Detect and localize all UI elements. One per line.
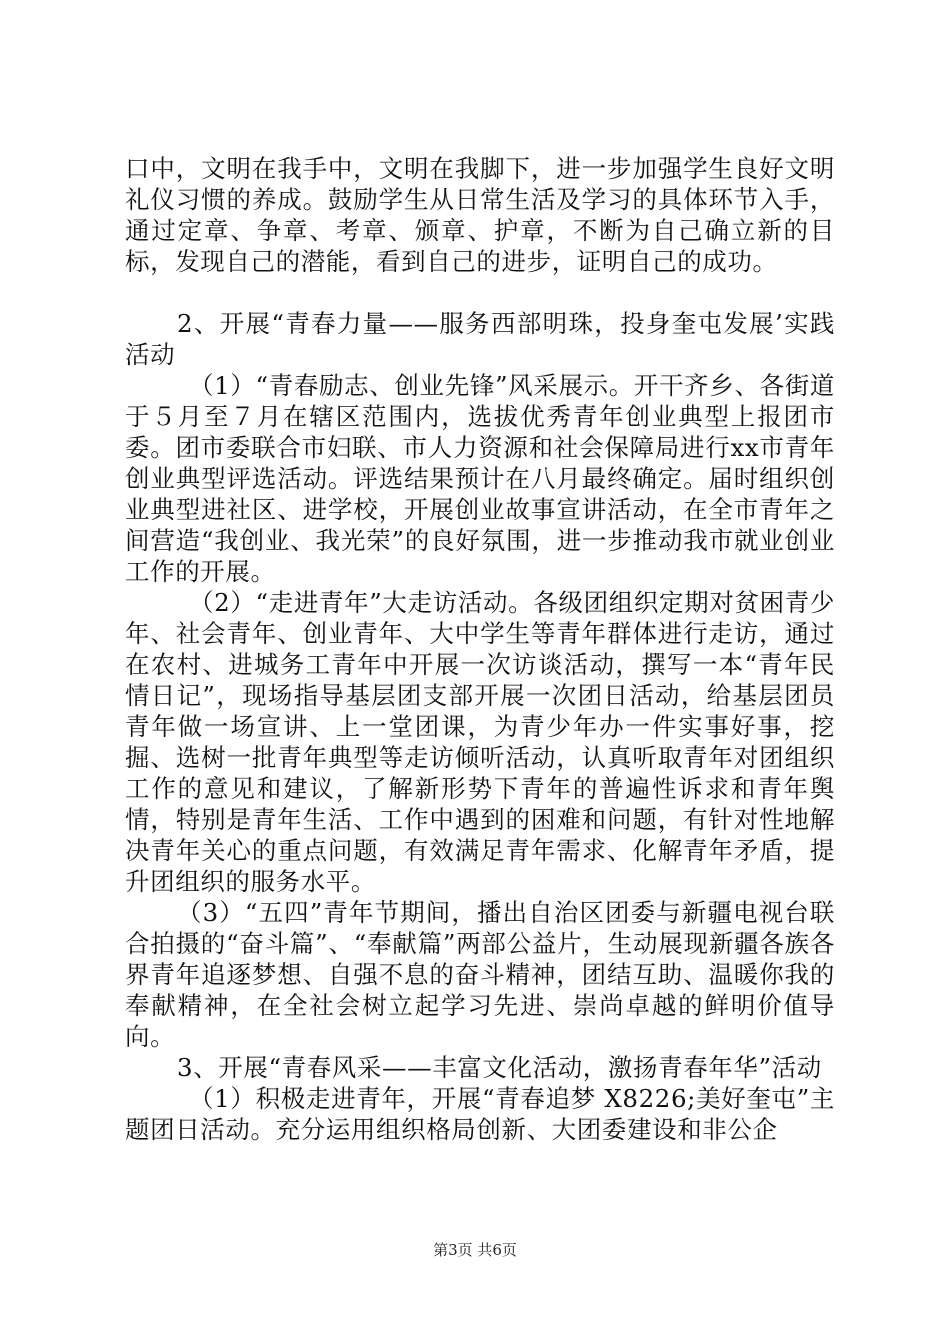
paragraph-youth-visits: （2）“走进青年”大走访活动。各级团组织定期对贫困青少年、社会青年、创业青年、大中学生等青年群体进行走访，通过在农村、进城务工青年中开展一次访谈活动，撰写一本“青年民情日记”，现场指导基层团支部开展一次团日活动，给基层团员青年做一场宣讲、上一堂团课，为青少年办一件实事好事，挖掘、选树一批青年典型等走访倾听活动，认真听取青年对团组织工作的意见和建议，了解新形势下青年的普遍性诉求和青年舆情，特别是青年生活、工作中遇到的困难和问题，有针对性地解决青年关心的重点问题，有效满足青年需求、化解青年矛盾，提升团组织的服务水平。 [125,588,835,896]
page-footer: 第3页 共6页 [433,1241,517,1259]
paragraph-spacer [125,277,835,308]
heading-youth-power: 2、开展“青春力量——服务西部明珠，投身奎屯发展’实践活动 [125,309,835,369]
heading-youth-style: 3、开展“青春风采——丰富文化活动，激扬青春年华”活动 [177,1053,822,1082]
paragraph-etiquette: 口中，文明在我手中，文明在我脚下，进一步加强学生良好文明礼仪习惯的养成。鼓励学生从日常生活及学习的具体环节入手，通过定章、争章、考章、颁章、护章，不断为自己确立新的目标，发现自己的潜能，看到自己的进步，证明自己的成功。 [125,154,835,276]
paragraph-youth-dream: （1）积极走进青年，开展“青春追梦 X8226;美好奎屯”主题团日活动。充分运用组织格局创新、大团委建设和非公企 [125,1084,835,1144]
document-body [125,153,835,1145]
paragraph-may-fourth: （3）“五四”青年节期间，播出自治区团委与新疆电视台联合拍摄的“奋斗篇”、“奉献篇”两部公益片，生动展现新疆各族各界青年追逐梦想、自强不息的奋斗精神，团结互助、温暖你我的奉献精神，在全社会树立起学习先进、崇尚卓越的鲜明价值导向。 [125,898,835,1051]
paragraph-entrepreneur-showcase: （1）“青春励志、创业先锋”风采展示。开干齐乡、各街道于５月至７月在辖区范围内，选拔优秀青年创业典型上报团市委。团市委联合市妇联、市人力资源和社会保障局进行xx市青年创业典型评选活动。评选结果预计在八月最终确定。届时组织创业典型进社区、进学校，开展创业故事宣讲活动，在全市青年之间营造“我创业、我光荣”的良好氛围，进一步推动我市就业创业工作的开展。 [125,371,835,586]
